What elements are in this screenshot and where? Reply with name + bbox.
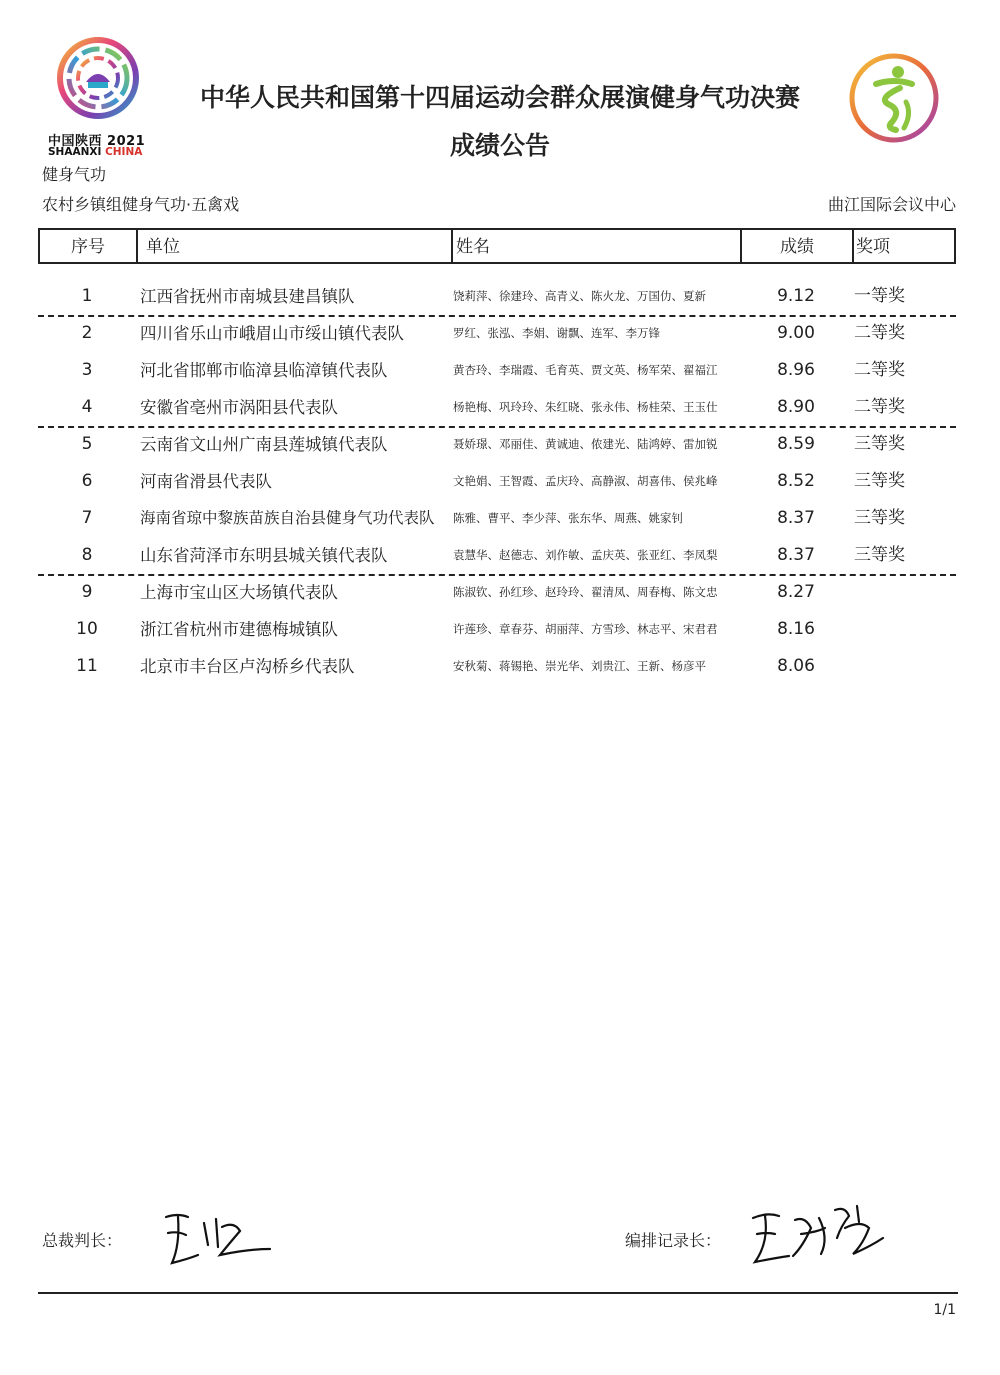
row-number: 5 xyxy=(81,434,93,454)
chief-referee-label: 总裁判长： xyxy=(42,1231,123,1250)
qigong-emblem-icon xyxy=(848,52,940,144)
row-number: 1 xyxy=(81,286,93,306)
row-names: 安秋菊、蒋锡艳、崇光华、刘贵江、王新、杨彦平 xyxy=(453,659,706,673)
row-names: 文艳娟、王智霞、孟庆玲、高静淑、胡喜伟、侯兆峰 xyxy=(453,474,718,488)
row-unit: 江西省抚州市南城县建昌镇队 xyxy=(140,287,355,306)
row-score: 8.27 xyxy=(777,582,815,602)
table-row xyxy=(38,648,956,685)
table-row xyxy=(38,574,956,611)
page-subtitle: 成绩公告 xyxy=(449,131,550,160)
row-award xyxy=(854,648,954,685)
logo-caption-en-1: SHAANXI xyxy=(48,146,102,158)
column-divider xyxy=(451,230,453,262)
table-row xyxy=(38,463,956,500)
row-number: 4 xyxy=(81,397,93,417)
row-unit: 河北省邯郸市临漳县临漳镇代表队 xyxy=(140,361,388,380)
table-row xyxy=(38,352,956,389)
row-unit: 河南省滑县代表队 xyxy=(140,472,272,491)
row-award: 二等奖 xyxy=(854,360,905,380)
logo-caption-en-2: CHINA xyxy=(105,146,143,158)
row-names: 黄杏玲、李瑞霞、毛育英、贾文英、杨军荣、翟福江 xyxy=(453,363,718,377)
venue-name: 曲江国际会议中心 xyxy=(827,195,956,214)
row-score: 8.06 xyxy=(777,656,815,676)
row-names: 饶莉萍、徐建玲、高青义、陈火龙、万国仂、夏新 xyxy=(453,289,706,303)
row-unit: 云南省文山州广南县莲城镇代表队 xyxy=(140,435,388,454)
table-header xyxy=(38,228,956,264)
column-header-names: 姓名 xyxy=(456,237,490,257)
row-number: 7 xyxy=(81,508,93,528)
table-row xyxy=(38,315,956,352)
row-award: 三等奖 xyxy=(854,508,905,528)
row-award: 二等奖 xyxy=(854,397,905,417)
row-number: 2 xyxy=(81,323,93,343)
row-unit: 浙江省杭州市建德梅城镇队 xyxy=(140,620,338,639)
recorder-signature xyxy=(745,1198,890,1270)
row-number: 3 xyxy=(81,360,93,380)
row-number: 10 xyxy=(76,619,98,639)
row-score: 8.37 xyxy=(777,508,815,528)
row-award: 三等奖 xyxy=(854,471,905,491)
table-row xyxy=(38,500,956,537)
row-award: 一等奖 xyxy=(854,286,905,306)
row-score: 8.90 xyxy=(777,397,815,417)
row-unit: 北京市丰台区卢沟桥乡代表队 xyxy=(140,657,355,676)
sport-name: 健身气功 xyxy=(42,165,107,184)
table-row xyxy=(38,611,956,648)
row-names: 陈淑钦、孙红珍、赵玲玲、翟清凤、周春梅、陈文忠 xyxy=(453,585,718,599)
row-score: 9.00 xyxy=(777,323,815,343)
row-score: 8.52 xyxy=(777,471,815,491)
column-header-unit: 单位 xyxy=(146,237,180,257)
row-number: 6 xyxy=(81,471,93,491)
row-score: 9.12 xyxy=(777,286,815,306)
row-unit: 海南省琼中黎族苗族自治县健身气功代表队 xyxy=(140,509,435,527)
row-names: 聂娇璟、邓丽佳、黄诚迪、侬建光、陆鸿婷、雷加锐 xyxy=(453,437,718,451)
qigong-logo xyxy=(848,52,940,144)
row-award: 三等奖 xyxy=(854,434,905,454)
row-score: 8.16 xyxy=(777,619,815,639)
row-unit: 上海市宝山区大场镇代表队 xyxy=(140,583,338,602)
row-names: 罗红、张泓、李娟、谢飘、连军、李万锋 xyxy=(453,326,660,340)
row-number: 8 xyxy=(81,545,93,565)
table-row xyxy=(38,426,956,463)
chief-referee-signature xyxy=(158,1205,278,1275)
recorder-label: 编排记录长： xyxy=(625,1231,722,1250)
row-names: 杨艳梅、巩玲玲、朱红晓、张永伟、杨桂荣、王玉仕 xyxy=(453,400,718,414)
column-header-award: 奖项 xyxy=(856,237,890,257)
row-award: 三等奖 xyxy=(854,545,905,565)
row-score: 8.37 xyxy=(777,545,815,565)
column-header-no: 序号 xyxy=(71,237,105,257)
page-number: 1/1 xyxy=(933,1302,956,1318)
table-row xyxy=(38,389,956,426)
logo-caption-cn: 中国陕西 2021 xyxy=(48,134,146,149)
table-row xyxy=(38,537,956,574)
row-award xyxy=(854,611,954,648)
column-header-score: 成绩 xyxy=(780,237,814,257)
event-name: 农村乡镇组健身气功·五禽戏 xyxy=(42,195,240,214)
footer-divider xyxy=(38,1292,958,1294)
row-award xyxy=(854,574,954,611)
page-title: 中华人民共和国第十四届运动会群众展演健身气功决赛 xyxy=(199,83,800,112)
row-score: 8.59 xyxy=(777,434,815,454)
row-unit: 四川省乐山市峨眉山市绥山镇代表队 xyxy=(140,324,404,343)
column-divider xyxy=(136,230,138,262)
row-names: 许莲珍、章春芬、胡丽萍、方雪珍、林志平、宋君君 xyxy=(453,622,718,636)
row-number: 9 xyxy=(81,582,93,602)
table-row xyxy=(38,278,956,315)
row-names: 陈雅、曹平、李少萍、张东华、周燕、姚家钊 xyxy=(453,511,683,525)
row-award: 二等奖 xyxy=(854,323,905,343)
row-number: 11 xyxy=(76,656,98,676)
row-score: 8.96 xyxy=(777,360,815,380)
column-divider xyxy=(852,230,854,262)
row-unit: 安徽省亳州市涡阳县代表队 xyxy=(140,398,338,417)
row-unit: 山东省菏泽市东明县城关镇代表队 xyxy=(140,546,388,565)
row-names: 袁慧华、赵德志、刘作敏、孟庆英、张亚红、李凤梨 xyxy=(453,548,718,562)
